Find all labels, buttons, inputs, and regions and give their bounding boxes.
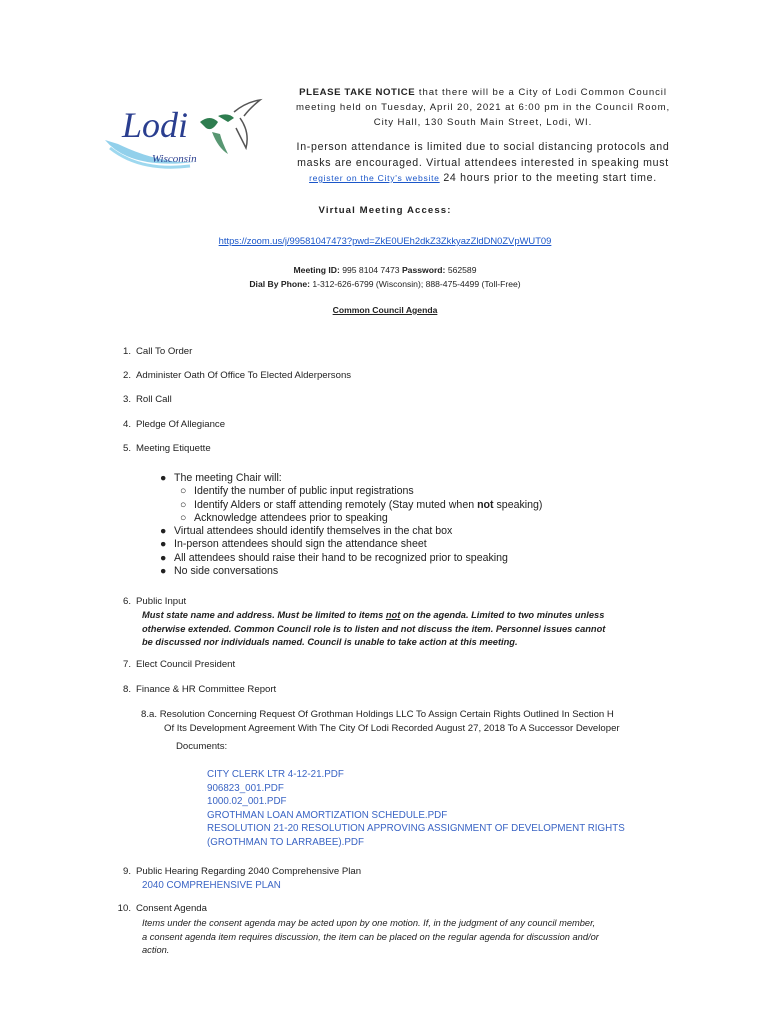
list-item: ○ Acknowledge attendees prior to speaking xyxy=(180,511,388,524)
register-link[interactable]: register on the City's website xyxy=(309,173,440,183)
document-link[interactable]: CITY CLERK LTR 4-12-21.PDF xyxy=(207,769,344,780)
list-item: ● No side conversations xyxy=(160,565,279,578)
etiquette-list xyxy=(160,472,654,578)
list-item: ● In-person attendees should sign the attendance sheet xyxy=(160,538,427,551)
zoom-link[interactable]: https://zoom.us/j/99581047473?pwd=ZkE0UEh2dkZ3ZkkyazZldDN0ZVpWUT09 xyxy=(218,235,552,246)
item-9-document-link[interactable]: 2040 COMPREHENSIVE PLAN xyxy=(142,880,281,891)
agenda-item-7: 7. Elect Council President xyxy=(122,659,236,670)
agenda-item-8: 8. Finance & HR Committee Report xyxy=(122,684,277,695)
inperson-notice xyxy=(283,140,683,187)
logo-text: Lodi xyxy=(122,105,189,145)
sub-item-number: 8.a. xyxy=(141,709,158,720)
agenda-item-2: 2. Administer Oath Of Office To Elected Alderpersons xyxy=(122,370,352,381)
agenda-item-1: 1. Call To Order xyxy=(122,346,193,357)
notice-line-1: that there will be a City of Lodi Common Council xyxy=(418,87,667,98)
meeting-id-value: 995 8104 7473 xyxy=(342,265,400,275)
agenda-item-4: 4. Pledge Of Allegiance xyxy=(122,419,226,430)
dial-row xyxy=(0,279,770,289)
dial-numbers: 1-312-626-6799 (Wisconsin); 888-475-4499 (Toll-Free) xyxy=(312,279,521,289)
notice-bold: PLEASE TAKE NOTICE xyxy=(299,87,416,98)
agenda-item-10: 10. Consent Agenda xyxy=(117,903,207,914)
inperson-line-1: In-person attendance is limited due to social distancing protocols and xyxy=(296,141,670,153)
agenda-item-9: 9. Public Hearing Regarding 2040 Comprehensive Plan xyxy=(122,866,362,877)
inperson-line-3: 24 hours prior to the meeting start time. xyxy=(443,172,657,184)
agenda-heading: Common Council Agenda xyxy=(332,305,438,315)
agenda-item-5: 5. Meeting Etiquette xyxy=(122,443,211,454)
inperson-line-2: masks are encouraged. Virtual attendees interested in speaking must xyxy=(297,156,669,169)
agenda-item-3: 3. Roll Call xyxy=(122,394,172,405)
document-link[interactable]: 1000.02_001.PDF xyxy=(207,796,287,807)
city-of-lodi-logo xyxy=(100,92,270,172)
document-link[interactable]: (GROTHMAN TO LARRABEE).PDF xyxy=(207,836,364,848)
notice-line-2: meeting held on Tuesday, April 20, 2021 at 6:00 pm in the Council Room, xyxy=(295,102,671,113)
document-link[interactable]: GROTHMAN LOAN AMORTIZATION SCHEDULE.PDF xyxy=(207,809,448,821)
documents-list xyxy=(207,768,625,849)
meeting-id-label: Meeting ID: xyxy=(293,265,340,275)
documents-label: Documents: xyxy=(176,741,228,752)
list-item: ○ Identify the number of public input registrations xyxy=(180,485,414,498)
list-item: ● All attendees should raise their hand to be recognized prior to speaking xyxy=(160,551,508,564)
document-link[interactable]: 906823_001.PDF xyxy=(207,782,284,794)
zoom-link-row xyxy=(0,235,770,246)
consent-agenda-description: Items under the consent agenda may be acted upon by one motion. If, in the judgment of any council member, a consent agenda item requires discussion, the item can be placed on the regular agenda for discussion and/or action. xyxy=(142,918,599,956)
list-item: ● The meeting Chair will: xyxy=(160,472,282,484)
meeting-notice xyxy=(283,85,683,130)
list-item: ○ Identify Alders or staff attending remotely (Stay muted when not speaking) xyxy=(180,498,543,511)
public-input-description: Must state name and address. Must be limited to items not on the agenda. Limited to two minutes unless otherwise extended. Common Council role is to listen and not discuss the item. Personnel issues cannot be discussed nor individuals named. Council is unable to take action at this meeting. xyxy=(142,610,606,648)
list-item: ● Virtual attendees should identify themselves in the chat box xyxy=(160,525,453,538)
document-link[interactable]: RESOLUTION 21-20 RESOLUTION APPROVING ASSIGNMENT OF DEVELOPMENT RIGHTS xyxy=(207,823,625,834)
dial-label: Dial By Phone: xyxy=(249,279,310,289)
meeting-id-row xyxy=(0,265,770,275)
password-value: 562589 xyxy=(447,265,477,275)
virtual-access-heading: Virtual Meeting Access: xyxy=(318,205,452,216)
logo-subtext: Wisconsin xyxy=(152,153,197,165)
notice-line-3: City Hall, 130 South Main Street, Lodi, WI. xyxy=(373,117,593,128)
password-label: Password: xyxy=(401,265,446,275)
sub-item-8a: 8.a. Resolution Concerning Request Of Grothman Holdings LLC To Assign Certain Rights Outlined In Section H Of Its Development Agreement With The City Of Lodi Recorded August 27, 2018 To A Successor Developer xyxy=(141,709,620,734)
agenda-item-6: 6. Public Input xyxy=(122,596,187,607)
